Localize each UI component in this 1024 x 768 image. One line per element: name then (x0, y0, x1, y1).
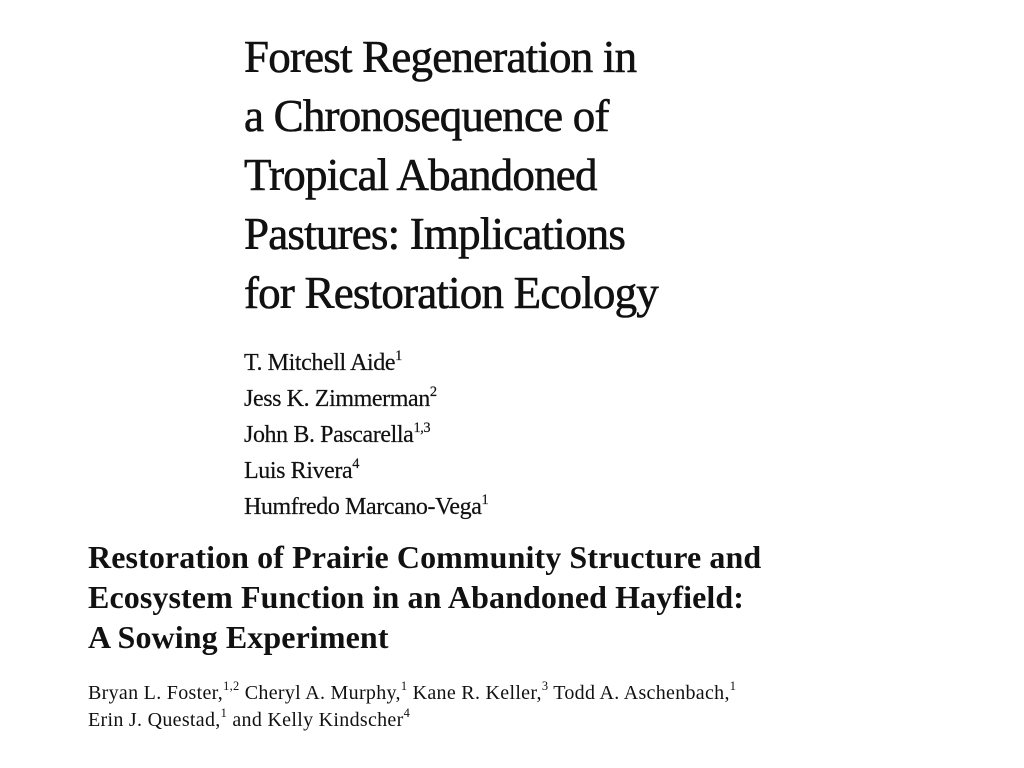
affiliation-marker: 1,2 (223, 679, 240, 694)
author-name: Cheryl A. Murphy, (239, 682, 401, 704)
author-name: T. Mitchell Aide (244, 350, 396, 376)
paper-2-author-line (88, 680, 736, 707)
paper-1-author (244, 381, 488, 417)
author-name: Luis Rivera (244, 458, 353, 484)
paper-2-title (88, 537, 988, 657)
author-name: Humfredo Marcano-Vega (244, 494, 482, 520)
affiliation-marker: 1 (481, 491, 489, 508)
affiliation-marker: 1 (220, 706, 228, 721)
paper-1-title-line: Forest Regeneration in (244, 32, 637, 82)
paper-2-heading (88, 537, 988, 657)
paper-1-author-list (244, 345, 488, 525)
paper-2-author-line (88, 707, 736, 734)
paper-1-title (244, 28, 764, 323)
affiliation-marker: 1 (395, 347, 402, 364)
paper-1-title-line: Pastures: Implications (244, 209, 626, 259)
affiliation-marker: 4 (352, 455, 360, 472)
affiliation-marker: 4 (403, 706, 411, 721)
paper-2-title-line: Restoration of Prairie Community Structure and (88, 539, 762, 575)
author-name: John B. Pascarella (244, 422, 414, 448)
paper-1-title-line: Tropical Abandoned (244, 150, 597, 200)
paper-2-title-line: A Sowing Experiment (88, 619, 389, 655)
author-name: Kane R. Keller, (407, 682, 542, 704)
paper-1-author (244, 345, 488, 381)
author-name: Erin J. Questad, (88, 709, 221, 731)
paper-1-title-line: a Chronosequence of (244, 91, 609, 141)
paper-1-author (244, 453, 488, 489)
author-name: and Kelly Kindscher (227, 709, 404, 731)
paper-1-author (244, 489, 488, 525)
affiliation-marker: 1 (400, 679, 408, 694)
affiliation-marker: 3 (541, 679, 549, 694)
affiliation-marker: 1,3 (413, 419, 431, 436)
affiliation-marker: 2 (429, 383, 437, 400)
paper-1-author (244, 417, 488, 453)
author-name: Bryan L. Foster, (88, 682, 224, 704)
paper-1-heading (244, 28, 764, 323)
author-name: Jess K. Zimmerman (244, 386, 430, 412)
paper-2-author-list (88, 680, 736, 734)
paper-2-title-line: Ecosystem Function in an Abandoned Hayfield: (88, 579, 745, 615)
paper-1-title-line: for Restoration Ecology (244, 268, 659, 318)
author-name: Todd A. Aschenbach, (548, 682, 730, 704)
affiliation-marker: 1 (729, 679, 737, 694)
